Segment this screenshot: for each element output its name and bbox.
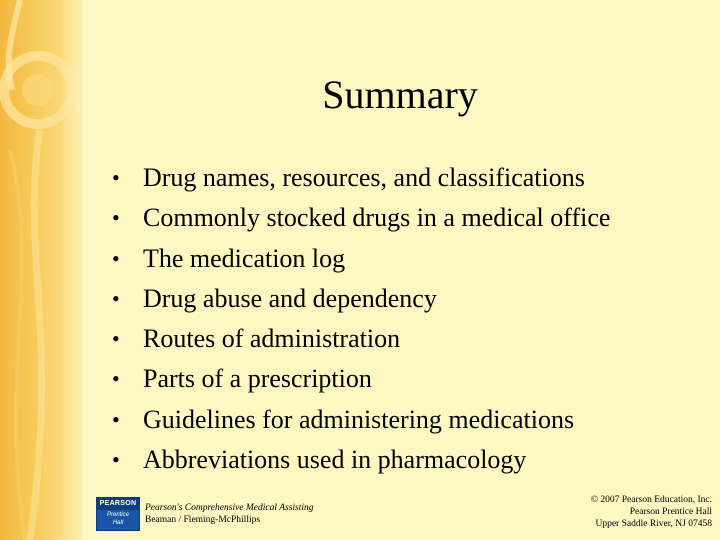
list-item <box>112 198 702 238</box>
list-item-text: Parts of a prescription <box>143 364 372 394</box>
logo-line-2: Hall <box>112 520 124 526</box>
list-item-text: Drug names, resources, and classifications <box>143 163 585 192</box>
slide-title: Summary <box>322 72 478 117</box>
list-item-text: Abbreviations used in pharmacology <box>143 445 527 475</box>
bullet-icon: • <box>112 406 120 432</box>
list-item-text: Guidelines for administering medications <box>143 404 575 434</box>
strip-fade <box>60 0 100 540</box>
copyright-notice <box>591 494 712 530</box>
pearson-logo <box>96 497 140 531</box>
book-title: Pearson's Comprehensive Medical Assisting <box>145 503 314 513</box>
logo-bottom-text <box>97 511 139 530</box>
list-item <box>112 239 702 279</box>
copyright-line-3: Upper Saddle River, NJ 07458 <box>595 519 712 529</box>
list-item-text: The medication log <box>143 243 346 273</box>
bullet-icon: • <box>112 205 120 231</box>
book-credit <box>145 502 314 526</box>
list-item-text: Commonly stocked drugs in a medical office <box>143 203 611 233</box>
list-item <box>112 279 702 319</box>
list-item-text: Routes of administration <box>143 324 401 354</box>
list-item <box>112 400 702 440</box>
logo-top-text: PEARSON <box>97 498 139 510</box>
copyright-line-1: © 2007 Pearson Education, Inc. <box>590 495 712 505</box>
bullet-icon: • <box>112 366 120 392</box>
logo-line-1: Prentice <box>106 512 129 518</box>
list-item-text: Drug abuse and dependency <box>143 283 437 313</box>
list-item <box>112 158 702 198</box>
summary-list <box>112 158 702 480</box>
bullet-icon: • <box>112 285 120 311</box>
list-item <box>112 319 702 359</box>
list-item <box>112 359 702 399</box>
bullet-icon: • <box>112 447 120 473</box>
book-authors: Beaman / Fleming-McPhillips <box>145 515 261 525</box>
copyright-line-2: Pearson Prentice Hall <box>629 507 712 517</box>
bullet-icon: • <box>112 165 120 190</box>
bullet-icon: • <box>112 326 120 352</box>
bullet-icon: • <box>112 245 120 271</box>
list-item <box>112 440 702 480</box>
